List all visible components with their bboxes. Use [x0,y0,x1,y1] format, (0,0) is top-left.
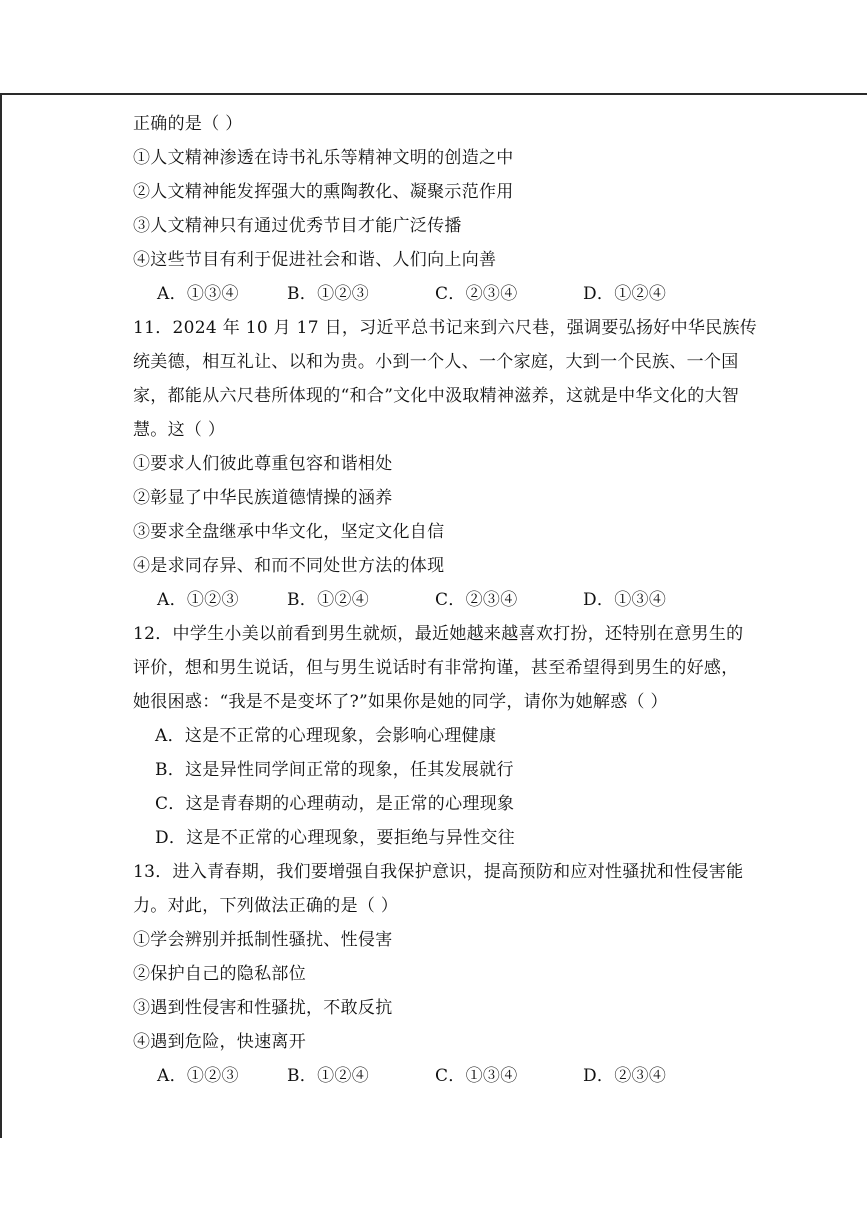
question-stem-line: 慧。这（ ） [133,420,226,440]
choice-d: D．①③④ [583,590,667,610]
answer-choices [133,1059,773,1093]
question-stem-line: 统美德，相互礼让、以和为贵。小到一个人、一个家庭，大到一个民族、一个国 [133,352,739,372]
question-stem-line: 12．中学生小美以前看到男生就烦，最近她越来越喜欢打扮，还特别在意男生的 [133,624,744,644]
choice-c: C．②③④ [435,284,518,304]
question-stem-line: 11．2024 年 10 月 17 日，习近平总书记来到六尺巷，强调要弘扬好中华民族传 [133,318,758,338]
question-10 [133,107,773,311]
choice-d: D．①②④ [583,284,667,304]
exam-page-content [133,107,773,1093]
choice-b: B．①②④ [287,1066,369,1086]
statement-1: ①学会辨别并抵制性骚扰、性侵害 [133,930,393,950]
statement-3: ③人文精神只有通过优秀节目才能广泛传播 [133,216,462,236]
statement-2: ②彰显了中华民族道德情操的涵养 [133,488,393,508]
question-stem: 正确的是（ ） [133,114,243,134]
page-left-border [0,93,2,1138]
choice-b: B．①②③ [287,284,369,304]
question-11 [133,311,773,617]
choice-c: C．②③④ [435,590,518,610]
statement-4: ④遇到危险，快速离开 [133,1032,306,1052]
question-stem-line: 她很困惑：“我是不是变坏了?”如果你是她的同学，请你为她解惑（ ） [133,692,668,712]
page-top-border [0,93,867,95]
statement-2: ②保护自己的隐私部位 [133,964,306,984]
question-stem-line: 评价，想和男生说话，但与男生说话时有非常拘谨，甚至希望得到男生的好感， [133,658,739,678]
option-a: A．这是不正常的心理现象，会影响心理健康 [155,726,497,746]
statement-1: ①要求人们彼此尊重包容和谐相处 [133,454,393,474]
statement-1: ①人文精神渗透在诗书礼乐等精神文明的创造之中 [133,148,514,168]
question-stem-line: 家，都能从六尺巷所体现的“和合”文化中汲取精神滋养，这就是中华文化的大智 [133,386,740,406]
choice-a: A．①③④ [157,284,239,304]
choice-d: D．②③④ [583,1066,667,1086]
statement-2: ②人文精神能发挥强大的熏陶教化、凝聚示范作用 [133,182,514,202]
option-c: C．这是青春期的心理萌动，是正常的心理现象 [155,794,515,814]
choice-b: B．①②④ [287,590,369,610]
choice-a: A．①②③ [157,1066,239,1086]
question-stem-line: 13．进入青春期，我们要增强自我保护意识，提高预防和应对性骚扰和性侵害能 [133,862,744,882]
statement-3: ③要求全盘继承中华文化，坚定文化自信 [133,522,445,542]
statement-4: ④这些节目有利于促进社会和谐、人们向上向善 [133,250,497,270]
question-12 [133,617,773,855]
option-d: D．这是不正常的心理现象，要拒绝与异性交往 [155,828,515,848]
question-13 [133,855,773,1093]
statement-4: ④是求同存异、和而不同处世方法的体现 [133,556,445,576]
option-b: B．这是异性同学间正常的现象，任其发展就行 [155,760,514,780]
statement-3: ③遇到性侵害和性骚扰，不敢反抗 [133,998,393,1018]
choice-a: A．①②③ [157,590,239,610]
answer-choices [133,277,773,311]
answer-choices [133,583,773,617]
choice-c: C．①③④ [435,1066,518,1086]
question-stem-line: 力。对此，下列做法正确的是（ ） [133,896,399,916]
